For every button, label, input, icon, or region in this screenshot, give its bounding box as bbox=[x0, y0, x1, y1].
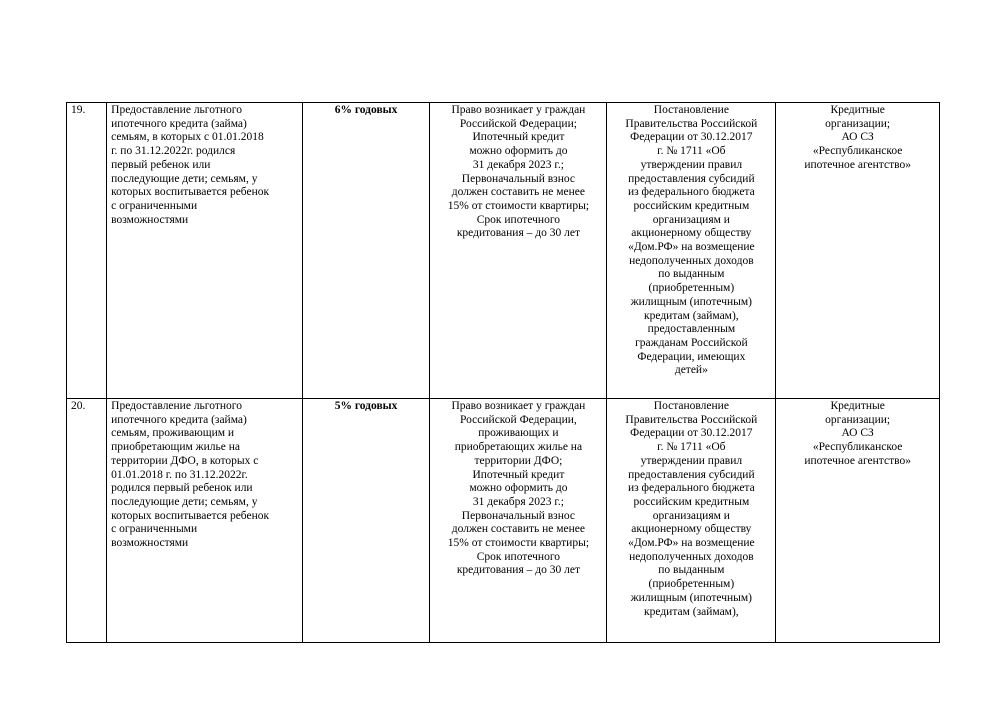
program-description-line: ипотечного кредита (займа) bbox=[111, 117, 247, 130]
legal-basis-line: Правительства Российской bbox=[625, 413, 758, 426]
program-description-line: которых воспитывается ребенок bbox=[111, 509, 270, 522]
legal-basis-line: гражданам Российской bbox=[635, 336, 748, 349]
legal-basis-line: Федерации от 30.12.2017 bbox=[630, 131, 753, 144]
program-description-line: семьям, проживающим и bbox=[111, 427, 235, 440]
legal-basis-line: предоставления субсидий bbox=[628, 468, 755, 481]
program-conditions-line: кредитования – до 30 лет bbox=[456, 564, 580, 577]
program-description-cell bbox=[107, 103, 303, 399]
responsible-organizations-cell bbox=[776, 103, 940, 399]
legal-basis-line: г. № 1711 «Об bbox=[657, 441, 726, 454]
interest-rate: 5% годовых bbox=[334, 400, 398, 412]
program-conditions-cell bbox=[430, 103, 607, 399]
program-description-line: с ограниченными bbox=[111, 199, 198, 212]
program-conditions-line: 15% от стоимости квартиры; bbox=[447, 537, 590, 550]
legal-basis-line: российским кредитным bbox=[633, 199, 750, 212]
program-conditions-line: территории ДФО; bbox=[474, 454, 563, 467]
program-conditions-line: Первоначальный взнос bbox=[461, 172, 576, 185]
row-number: 20. bbox=[71, 400, 86, 412]
legal-basis-cell bbox=[607, 399, 776, 643]
program-description-line: первый ребенок или bbox=[111, 158, 211, 171]
responsible-organizations-line: ипотечное агентство» bbox=[804, 158, 911, 171]
responsible-organizations-line: ипотечное агентство» bbox=[804, 454, 911, 467]
program-conditions-line: должен составить не менее bbox=[451, 186, 586, 199]
table-body bbox=[67, 103, 940, 643]
program-description-line: приобретающим жилье на bbox=[111, 441, 240, 454]
legal-basis-line: акционерному обществу bbox=[631, 523, 752, 536]
table-row bbox=[67, 103, 940, 399]
legal-basis-line: «Дом.РФ» на возмещение bbox=[628, 241, 755, 254]
legal-basis-line: по выданным bbox=[658, 564, 725, 577]
responsible-organizations-line: «Республиканское bbox=[812, 145, 903, 158]
table-row bbox=[67, 399, 940, 643]
program-conditions-line: Российской Федерации; bbox=[459, 117, 577, 130]
program-conditions-line: Право возникает у граждан bbox=[451, 104, 586, 116]
program-description-line: возможностями bbox=[111, 537, 189, 550]
program-description-line: которых воспитывается ребенок bbox=[111, 186, 270, 199]
program-description-line: Предоставление льготного bbox=[111, 104, 242, 116]
program-conditions-line: кредитования – до 30 лет bbox=[456, 227, 580, 240]
legal-basis-line: утверждении правил bbox=[640, 454, 743, 467]
program-conditions-line: Срок ипотечного bbox=[476, 213, 561, 226]
program-description-line: возможностями bbox=[111, 213, 189, 226]
legal-basis-line: российским кредитным bbox=[633, 495, 750, 508]
interest-rate-cell bbox=[302, 399, 430, 643]
program-conditions-line: приобретающих жилье на bbox=[454, 441, 583, 454]
program-description-line: территории ДФО, в которых с bbox=[111, 454, 259, 467]
program-description-line: 01.01.2018 г. по 31.12.2022г. bbox=[111, 468, 248, 481]
program-conditions-line: можно оформить до bbox=[469, 482, 568, 495]
program-description-cell bbox=[107, 399, 303, 643]
legal-basis-line: кредитам (займам), bbox=[644, 309, 739, 322]
responsible-organizations-line: АО СЗ bbox=[841, 131, 874, 144]
program-conditions-line: должен составить не менее bbox=[451, 523, 586, 536]
row-number-cell bbox=[67, 103, 107, 399]
program-description-line: Предоставление льготного bbox=[111, 400, 242, 412]
responsible-organizations-line: организации; bbox=[825, 117, 891, 130]
legal-basis-line: Постановление bbox=[653, 400, 729, 412]
program-conditions-line: Срок ипотечного bbox=[476, 550, 561, 563]
program-description-line: родился первый ребенок или bbox=[111, 482, 253, 495]
legal-basis-line: (приобретенным) bbox=[648, 578, 735, 591]
program-description-line: последующие дети; семьям, у bbox=[111, 172, 258, 185]
legal-basis-line: Федерации от 30.12.2017 bbox=[630, 427, 753, 440]
legal-basis-line: предоставленным bbox=[647, 323, 736, 336]
program-conditions-line: Ипотечный кредит bbox=[472, 468, 565, 481]
legal-basis-line: недополученных доходов bbox=[629, 550, 754, 563]
program-conditions-line: Право возникает у граждан bbox=[451, 400, 586, 412]
responsible-organizations-line: Кредитные bbox=[830, 400, 885, 412]
legal-basis-line: из федерального бюджета bbox=[627, 482, 755, 495]
legal-basis-line: Правительства Российской bbox=[625, 117, 758, 130]
program-conditions-line: 15% от стоимости квартиры; bbox=[447, 199, 590, 212]
legal-basis-line: по выданным bbox=[658, 268, 725, 281]
program-conditions-line: Российской Федерации, bbox=[460, 413, 577, 426]
legal-basis-cell bbox=[607, 103, 776, 399]
legal-basis-line: «Дом.РФ» на возмещение bbox=[628, 537, 755, 550]
program-conditions-line: 31 декабря 2023 г.; bbox=[472, 158, 564, 171]
legal-basis-line: Постановление bbox=[653, 104, 729, 116]
responsible-organizations-line: АО СЗ bbox=[841, 427, 874, 440]
legal-basis-line: организациям и bbox=[652, 213, 730, 226]
program-conditions-line: Ипотечный кредит bbox=[472, 131, 565, 144]
program-conditions-line: 31 декабря 2023 г.; bbox=[472, 495, 564, 508]
program-description-line: г. по 31.12.2022г. родился bbox=[111, 145, 236, 158]
responsible-organizations-line: организации; bbox=[825, 413, 891, 426]
program-conditions-cell bbox=[430, 399, 607, 643]
legal-basis-line: организациям и bbox=[652, 509, 730, 522]
program-conditions-line: можно оформить до bbox=[469, 145, 568, 158]
program-description-line: с ограниченными bbox=[111, 523, 198, 536]
row-number-cell bbox=[67, 399, 107, 643]
program-conditions-line: Первоначальный взнос bbox=[461, 509, 576, 522]
legal-basis-line: кредитам (займам), bbox=[644, 605, 739, 618]
interest-rate-cell bbox=[302, 103, 430, 399]
legal-basis-line: жилищным (ипотечным) bbox=[630, 295, 752, 308]
interest-rate: 6% годовых bbox=[334, 104, 398, 116]
legal-basis-line: утверждении правил bbox=[640, 158, 743, 171]
program-conditions-line: проживающих и bbox=[478, 427, 559, 440]
program-description-line: ипотечного кредита (займа) bbox=[111, 413, 247, 426]
row-number: 19. bbox=[71, 104, 86, 116]
legal-basis-line: г. № 1711 «Об bbox=[657, 145, 726, 158]
legal-basis-line: предоставления субсидий bbox=[628, 172, 755, 185]
mortgage-programs-table bbox=[66, 102, 940, 643]
legal-basis-line: (приобретенным) bbox=[648, 282, 735, 295]
legal-basis-line: детей» bbox=[674, 364, 708, 377]
legal-basis-line: из федерального бюджета bbox=[627, 186, 755, 199]
legal-basis-line: жилищным (ипотечным) bbox=[630, 591, 752, 604]
responsible-organizations-line: Кредитные bbox=[830, 104, 885, 116]
program-description-line: семьям, в которых с 01.01.2018 bbox=[111, 131, 264, 144]
legal-basis-line: недополученных доходов bbox=[629, 254, 754, 267]
responsible-organizations-cell bbox=[776, 399, 940, 643]
program-description-line: последующие дети; семьям, у bbox=[111, 495, 258, 508]
legal-basis-line: акционерному обществу bbox=[631, 227, 752, 240]
legal-basis-line: Федерации, имеющих bbox=[637, 350, 746, 363]
responsible-organizations-line: «Республиканское bbox=[812, 441, 903, 454]
